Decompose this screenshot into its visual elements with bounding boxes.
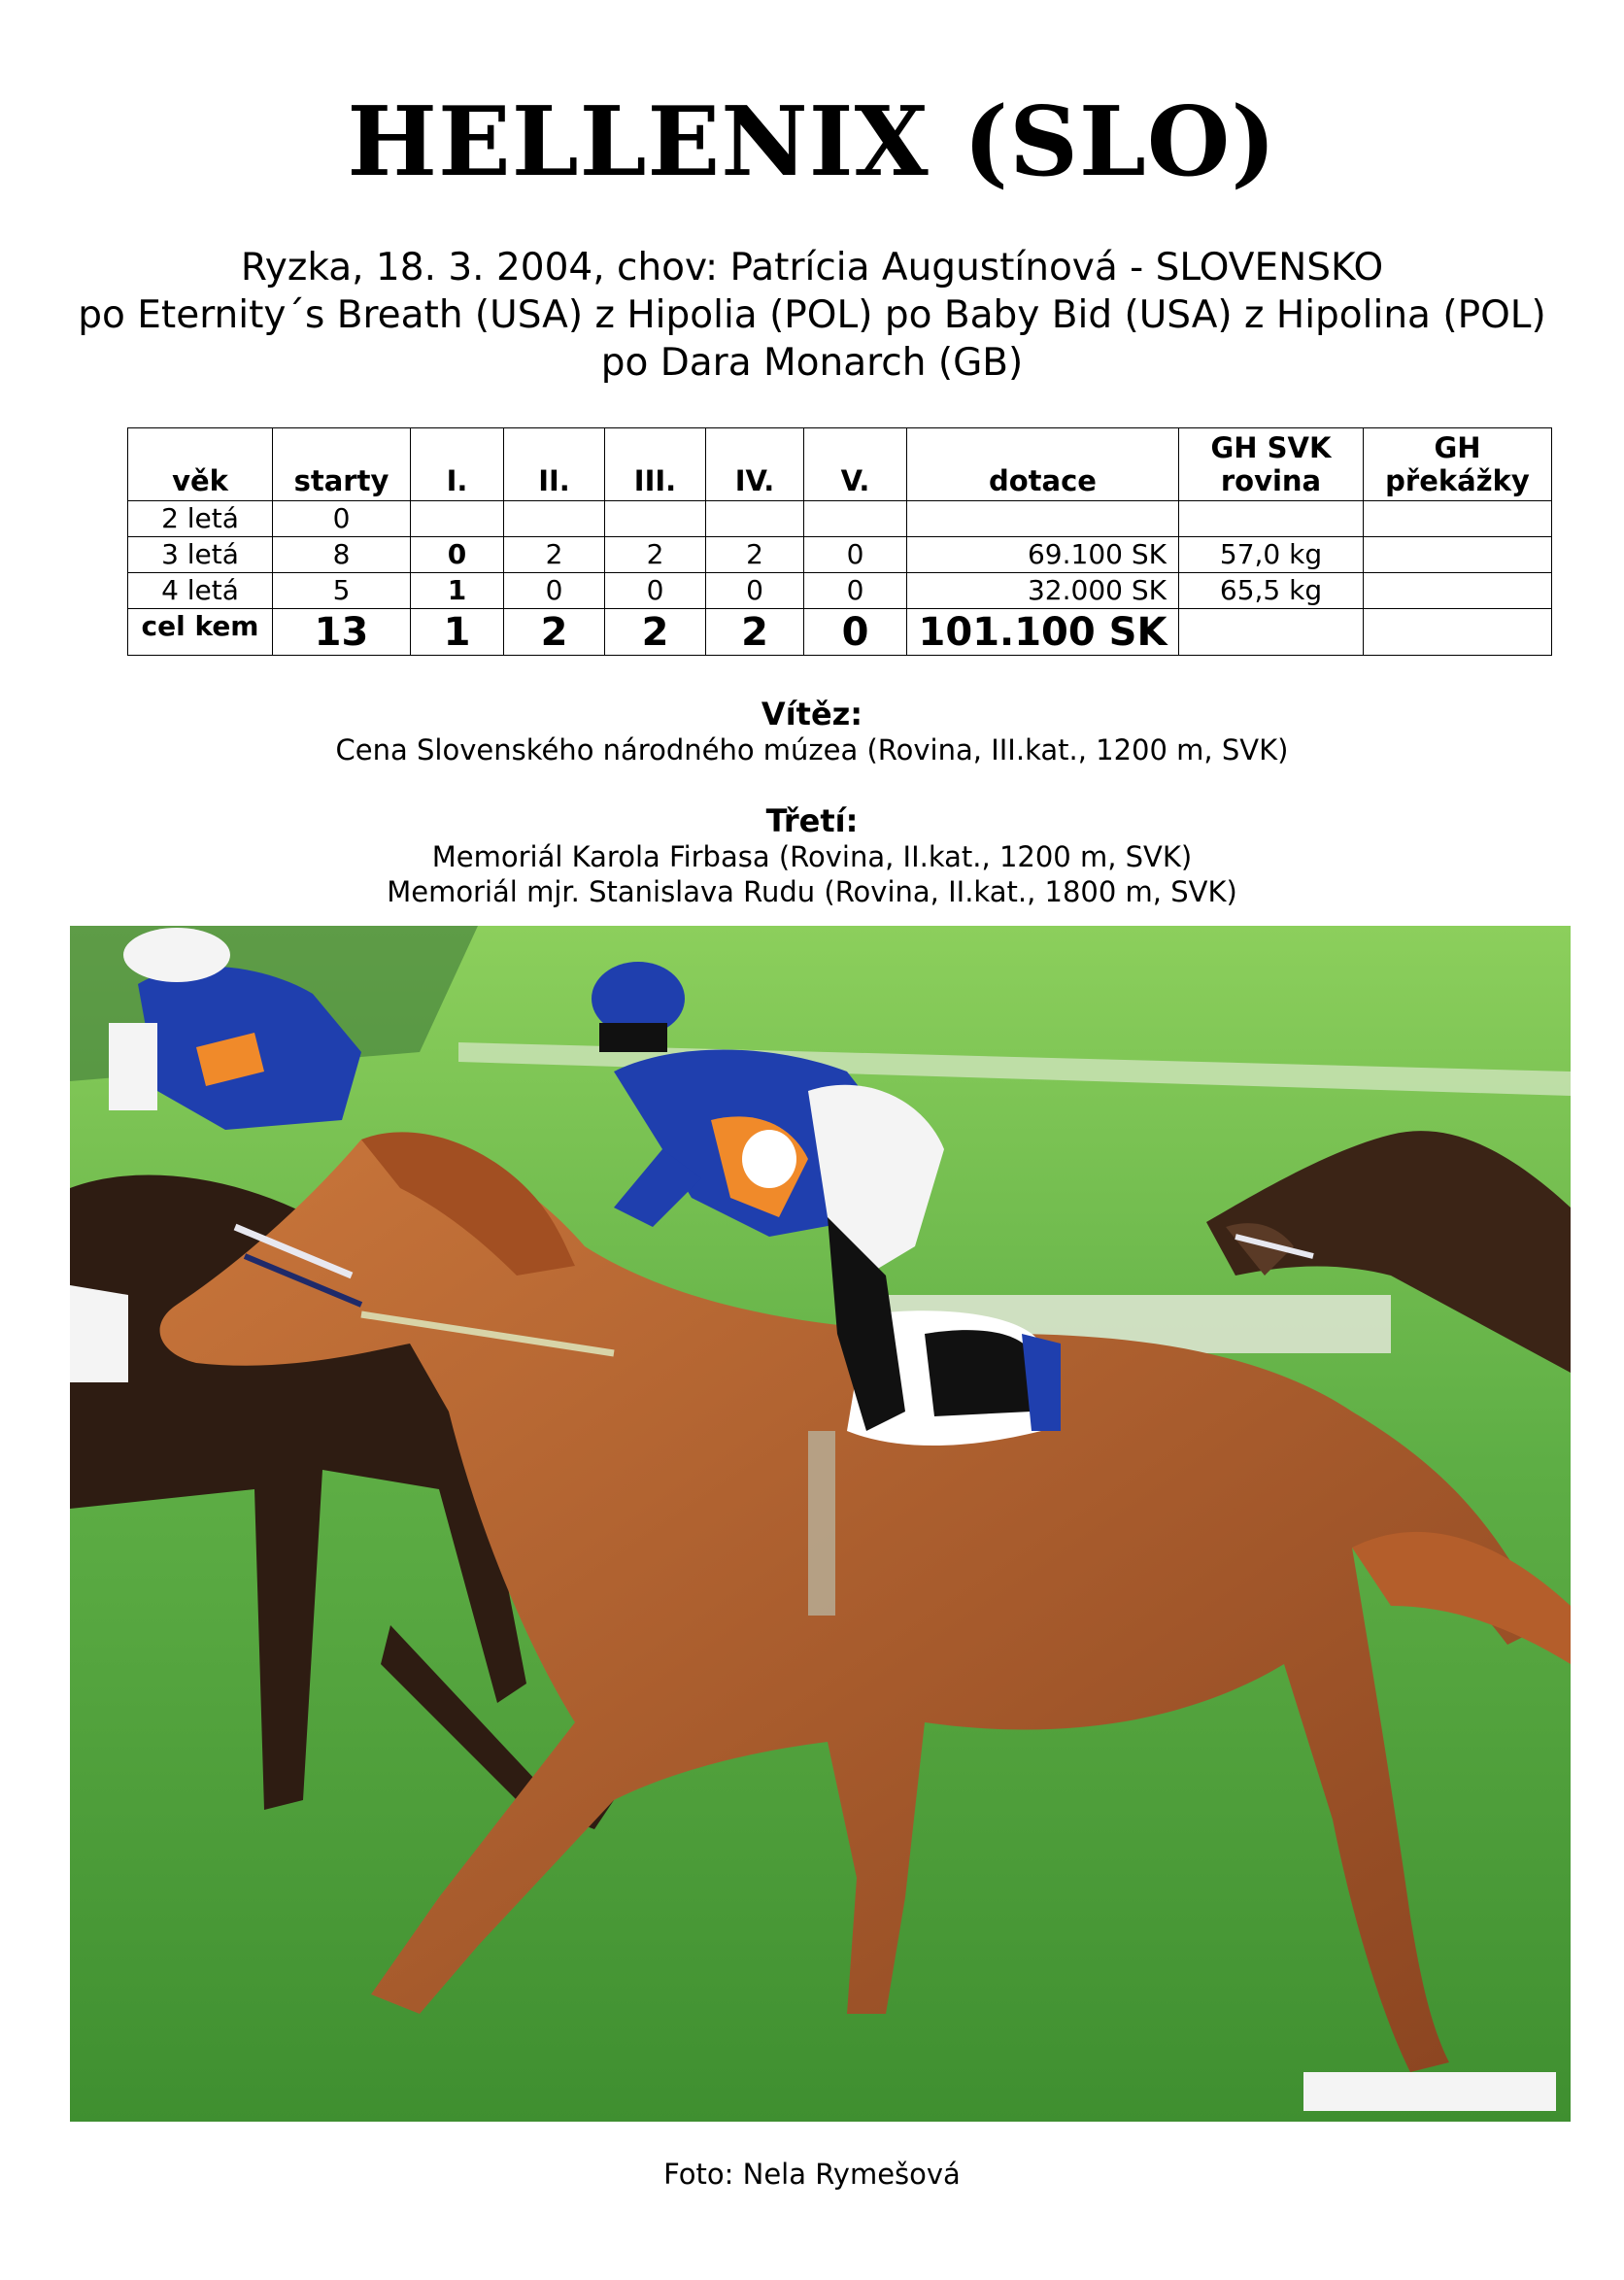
photo-caption: Foto: Nela Rymešová bbox=[663, 2158, 961, 2191]
header-place-1: I. bbox=[411, 428, 504, 501]
cell-gh-jump bbox=[1364, 501, 1552, 537]
cell-place-3: 0 bbox=[605, 573, 706, 609]
subtitle-line-2: po Eternity´s Breath (USA) z Hipolia (POL) po Baby Bid (USA) z Hipolina (POL) bbox=[78, 293, 1546, 337]
cell-gh-flat: 57,0 kg bbox=[1179, 537, 1364, 573]
cell-place-4: 2 bbox=[706, 537, 804, 573]
table-row bbox=[128, 573, 1552, 609]
girth-strap bbox=[808, 1431, 835, 1616]
cell-place-1: 0 bbox=[411, 537, 504, 573]
cell-place-4 bbox=[706, 501, 804, 537]
cell-place-5: 0 bbox=[804, 537, 907, 573]
cell-earnings bbox=[907, 501, 1179, 537]
total-label: cel kem bbox=[128, 609, 273, 656]
cell-gh-jump bbox=[1364, 573, 1552, 609]
subtitle-line-1: Ryzka, 18. 3. 2004, chov: Patrícia Augustínová - SLOVENSKO bbox=[240, 246, 1384, 289]
cell-place-1: 1 bbox=[411, 573, 504, 609]
cell-age: 4 letá bbox=[128, 573, 273, 609]
cell-place-2 bbox=[504, 501, 605, 537]
third-race: Memoriál Karola Firbasa (Rovina, II.kat., 1200 m, SVK) bbox=[431, 840, 1193, 873]
cell-place-2: 2 bbox=[504, 537, 605, 573]
cell-place-4: 0 bbox=[706, 573, 804, 609]
cell-age: 2 letá bbox=[128, 501, 273, 537]
total-place-5: 0 bbox=[804, 609, 907, 656]
header-place-2: II. bbox=[504, 428, 605, 501]
cell-earnings: 69.100 SK bbox=[907, 537, 1179, 573]
cell-starts: 0 bbox=[273, 501, 411, 537]
table-row bbox=[128, 501, 1552, 537]
header-earnings: dotace bbox=[907, 428, 1179, 501]
total-gh-flat bbox=[1179, 609, 1364, 656]
total-place-3: 2 bbox=[605, 609, 706, 656]
cell-starts: 5 bbox=[273, 573, 411, 609]
header-place-5: V. bbox=[804, 428, 907, 501]
header-gh-jump-line-2: překážky bbox=[1385, 464, 1530, 497]
cell-place-3: 2 bbox=[605, 537, 706, 573]
total-place-2: 2 bbox=[504, 609, 605, 656]
header-age: věk bbox=[128, 428, 273, 501]
race-stats-table bbox=[127, 427, 1552, 656]
page-title: HELLENIX (SLO) bbox=[347, 86, 1277, 198]
cell-earnings: 32.000 SK bbox=[907, 573, 1179, 609]
cell-gh-flat bbox=[1179, 501, 1364, 537]
photo-stamp bbox=[1303, 2072, 1556, 2111]
third-heading: Třetí: bbox=[765, 802, 859, 839]
saddle-cloth-left bbox=[70, 1285, 128, 1382]
table-header-row bbox=[128, 428, 1552, 501]
header-gh-flat-line-2: rovina bbox=[1220, 464, 1322, 497]
cell-place-1 bbox=[411, 501, 504, 537]
cell-place-3 bbox=[605, 501, 706, 537]
cell-age: 3 letá bbox=[128, 537, 273, 573]
header-gh-flat-line-1: GH SVK bbox=[1210, 431, 1332, 464]
cell-gh-flat: 65,5 kg bbox=[1179, 573, 1364, 609]
total-starts: 13 bbox=[273, 609, 411, 656]
cell-place-5 bbox=[804, 501, 907, 537]
total-gh-jump bbox=[1364, 609, 1552, 656]
cell-gh-jump bbox=[1364, 537, 1552, 573]
header-gh-flat bbox=[1179, 428, 1364, 501]
header-gh-jump-line-1: GH bbox=[1434, 431, 1481, 464]
total-earnings: 101.100 SK bbox=[907, 609, 1179, 656]
header-starts: starty bbox=[273, 428, 411, 501]
race-photo bbox=[70, 926, 1571, 2122]
table-row bbox=[128, 537, 1552, 573]
total-place-4: 2 bbox=[706, 609, 804, 656]
subtitle-line-3: po Dara Monarch (GB) bbox=[600, 341, 1024, 385]
cell-place-5: 0 bbox=[804, 573, 907, 609]
cell-starts: 8 bbox=[273, 537, 411, 573]
cell-place-2: 0 bbox=[504, 573, 605, 609]
winner-heading: Vítěz: bbox=[761, 696, 863, 732]
header-place-4: IV. bbox=[706, 428, 804, 501]
winner-race: Cena Slovenského národného múzea (Rovina, III.kat., 1200 m, SVK) bbox=[335, 733, 1289, 766]
header-place-3: III. bbox=[605, 428, 706, 501]
table-total-row bbox=[128, 609, 1552, 656]
total-place-1: 1 bbox=[411, 609, 504, 656]
header-gh-jump bbox=[1364, 428, 1552, 501]
third-race: Memoriál mjr. Stanislava Rudu (Rovina, II.kat., 1800 m, SVK) bbox=[387, 875, 1237, 908]
